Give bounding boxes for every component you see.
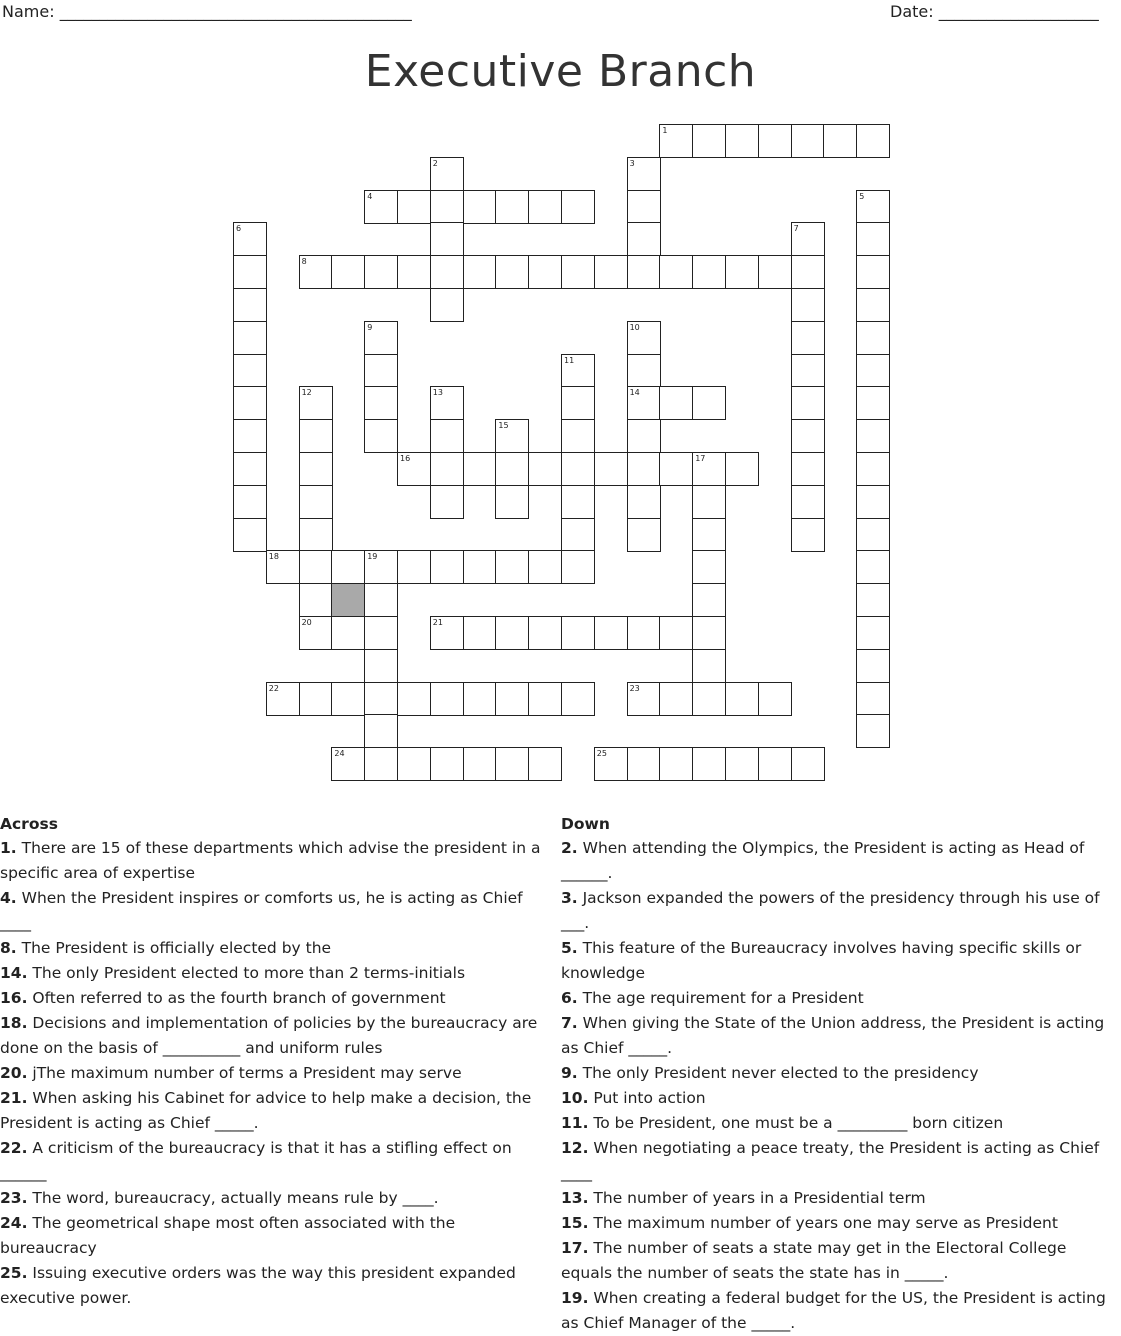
clue-text: Issuing executive orders was the way this president expanded executive power. (0, 1264, 516, 1307)
grid-cell[interactable] (233, 222, 267, 256)
grid-cell[interactable] (856, 550, 890, 584)
grid-cell[interactable] (430, 190, 464, 224)
clue-number: 11. (561, 1114, 589, 1132)
name-label: Name: (2, 2, 55, 21)
clue-text: This feature of the Bureaucracy involves having specific skills or knowledge (561, 939, 1082, 982)
down-heading: Down (561, 815, 610, 833)
grid-cell[interactable] (856, 616, 890, 650)
across-clue (0, 961, 548, 986)
cell-number: 15 (498, 421, 509, 431)
clue-number: 6. (561, 989, 578, 1007)
grid-cell[interactable] (692, 452, 726, 486)
clue-text: When asking his Cabinet for advice to help make a decision, the President is acting as Chief _____. (0, 1089, 532, 1132)
cell-number: 23 (629, 683, 640, 693)
grid-cell[interactable] (299, 550, 333, 584)
cell-number: 18 (268, 552, 279, 562)
grid-cell[interactable] (463, 616, 497, 650)
grid-cell[interactable] (430, 288, 464, 322)
across-clue (0, 986, 548, 1011)
grid-cell[interactable] (463, 255, 497, 289)
clue-text: When attending the Olympics, the President is acting as Head of ______. (561, 839, 1085, 882)
clue-text: Decisions and implementation of policies by the bureaucracy are done on the basis of __________ and uniform rules (0, 1014, 538, 1057)
grid-cell[interactable] (692, 255, 726, 289)
grid-cell[interactable] (463, 747, 497, 781)
grid-cell[interactable] (495, 550, 529, 584)
clue-number: 20. (0, 1064, 28, 1082)
grid-cell[interactable] (430, 419, 464, 453)
grid-cell[interactable] (266, 682, 300, 716)
clue-text: The word, bureaucracy, actually means rule by ____. (27, 1189, 439, 1207)
across-clue-list (0, 836, 548, 1311)
grid-cell[interactable] (791, 222, 825, 256)
clue-number: 24. (0, 1214, 28, 1232)
cell-number: 6 (236, 224, 242, 234)
grid-cell[interactable] (594, 616, 628, 650)
clue-text: To be President, one must be a _________ born citizen (588, 1114, 1004, 1132)
down-clues (561, 812, 1121, 1336)
cell-number: 20 (301, 618, 312, 627)
grid-cell[interactable] (364, 649, 398, 683)
grid-cell[interactable] (758, 255, 792, 289)
grid-cell[interactable] (331, 550, 365, 584)
grid-cell[interactable] (364, 616, 398, 650)
cell-number: 19 (367, 552, 378, 562)
grid-cell[interactable] (725, 682, 759, 716)
grid-cell[interactable] (495, 190, 529, 224)
down-clue (561, 836, 1121, 886)
grid-cell[interactable] (495, 419, 529, 453)
grid-cell[interactable] (627, 157, 661, 191)
grid-cell[interactable] (528, 616, 562, 650)
clue-text: When giving the State of the Union address, the President is acting as Chief _____. (561, 1014, 1105, 1057)
grid-cell[interactable] (856, 222, 890, 256)
grid-cell[interactable] (561, 550, 595, 584)
grid-cell[interactable] (430, 157, 464, 191)
grid-cell[interactable] (627, 518, 661, 552)
grid-cell[interactable] (495, 485, 529, 519)
grid-cell[interactable] (659, 124, 693, 158)
grid-cell[interactable] (791, 452, 825, 486)
clue-number: 22. (0, 1139, 28, 1157)
cell-number: 5 (859, 191, 865, 201)
grid-cell[interactable] (856, 452, 890, 486)
cell-number: 13 (432, 388, 443, 398)
grid-cell[interactable] (528, 255, 562, 289)
across-clue (0, 1061, 548, 1086)
down-clue (561, 1011, 1121, 1061)
across-clue (0, 1086, 548, 1136)
clue-text: There are 15 of these departments which advise the president in a specific area of expertise (0, 839, 541, 882)
grid-cell[interactable] (299, 452, 333, 486)
clue-text: The only President elected to more than 2 terms-initials (27, 964, 466, 982)
grid-cell[interactable] (725, 452, 759, 486)
grid-cell[interactable] (856, 386, 890, 420)
grid-cell[interactable] (594, 747, 628, 781)
grid-cell[interactable] (856, 124, 890, 158)
grid-cell[interactable] (659, 452, 693, 486)
grid-cell[interactable] (856, 354, 890, 388)
grid-cell[interactable] (364, 190, 398, 224)
across-clue (0, 1011, 548, 1061)
grid-cell[interactable] (331, 616, 365, 650)
grid-cell[interactable] (561, 616, 595, 650)
grid-cell[interactable] (299, 682, 333, 716)
grid-cell[interactable] (299, 583, 333, 617)
cell-number: 25 (596, 749, 607, 759)
grid-cell[interactable] (692, 747, 726, 781)
down-clue-list (561, 836, 1121, 1336)
clue-text: The number of seats a state may get in the Electoral College equals the number of seats the state has in _____. (561, 1239, 1067, 1282)
cell-number: 12 (301, 388, 312, 398)
grid-cell[interactable] (430, 255, 464, 289)
grid-cell[interactable] (627, 190, 661, 224)
grid-cell[interactable] (627, 255, 661, 289)
clue-text: A criticism of the bureaucracy is that it has a stifling effect on ______ (0, 1139, 512, 1182)
clue-text: The geometrical shape most often associated with the bureaucracy (0, 1214, 456, 1257)
clue-text: Jackson expanded the powers of the presidency through his use of ___. (561, 889, 1100, 932)
grid-cell[interactable] (627, 747, 661, 781)
across-clues (0, 812, 548, 1311)
grid-cell[interactable] (397, 550, 431, 584)
clue-number: 8. (0, 939, 17, 957)
grid-cell[interactable] (725, 747, 759, 781)
clue-text: The age requirement for a President (577, 989, 864, 1007)
grid-cell[interactable] (463, 190, 497, 224)
clue-number: 9. (561, 1064, 578, 1082)
grid-cell[interactable] (758, 747, 792, 781)
clue-number: 15. (561, 1214, 589, 1232)
clue-number: 4. (0, 889, 17, 907)
grid-cell[interactable] (758, 124, 792, 158)
grid-cell[interactable] (299, 386, 333, 420)
clue-number: 10. (561, 1089, 589, 1107)
grid-cell[interactable] (430, 452, 464, 486)
grid-cell[interactable] (659, 616, 693, 650)
grid-cell[interactable] (397, 747, 431, 781)
grid-cell[interactable] (659, 255, 693, 289)
grid-cell[interactable] (233, 386, 267, 420)
grid-cell[interactable] (397, 190, 431, 224)
cell-number: 3 (629, 158, 635, 168)
grid-cell[interactable] (397, 682, 431, 716)
down-clue (561, 1236, 1121, 1286)
grid-cell[interactable] (463, 452, 497, 486)
grid-cell[interactable] (233, 485, 267, 519)
across-clue (0, 1186, 548, 1211)
clue-text: The number of years in a Presidential term (588, 1189, 926, 1207)
grid-cell[interactable] (791, 518, 825, 552)
grid-cell[interactable] (856, 321, 890, 355)
grid-cell[interactable] (233, 255, 267, 289)
grid-cell[interactable] (364, 321, 398, 355)
grid-cell[interactable] (791, 485, 825, 519)
grid-cell[interactable] (627, 386, 661, 420)
grid-cell[interactable] (364, 386, 398, 420)
clue-number: 18. (0, 1014, 28, 1032)
clue-number: 3. (561, 889, 578, 907)
grid-cell[interactable] (856, 255, 890, 289)
grid-cell[interactable] (627, 452, 661, 486)
grid-cell[interactable] (692, 124, 726, 158)
grid-cell[interactable] (495, 255, 529, 289)
grid-cell[interactable] (528, 682, 562, 716)
clue-text: When the President inspires or comforts us, he is acting as Chief ____ (0, 889, 523, 932)
grid-cell[interactable] (725, 255, 759, 289)
cell-number: 2 (432, 158, 438, 168)
grid-cell[interactable] (233, 518, 267, 552)
clue-number: 1. (0, 839, 17, 857)
grid-cell[interactable] (528, 190, 562, 224)
grid-cell[interactable] (692, 682, 726, 716)
grid-cell[interactable] (364, 354, 398, 388)
grid-cell[interactable] (364, 583, 398, 617)
clue-text: When negotiating a peace treaty, the President is acting as Chief ____ (561, 1139, 1100, 1182)
grid-cell[interactable] (856, 682, 890, 716)
cell-number: 14 (629, 388, 640, 398)
grid-cell[interactable] (627, 485, 661, 519)
grid-cell[interactable] (856, 649, 890, 683)
grid-cell[interactable] (627, 354, 661, 388)
down-clue (561, 1136, 1121, 1186)
across-clue (0, 1211, 548, 1261)
grid-cell[interactable] (299, 419, 333, 453)
clue-number: 7. (561, 1014, 578, 1032)
grid-cell[interactable] (561, 485, 595, 519)
clue-number: 17. (561, 1239, 589, 1257)
grid-cell[interactable] (233, 452, 267, 486)
grid-cell[interactable] (331, 682, 365, 716)
grid-cell[interactable] (430, 616, 464, 650)
grid-cell[interactable] (823, 124, 857, 158)
grid-cell[interactable] (331, 255, 365, 289)
grid-cell[interactable] (627, 222, 661, 256)
grid-cell[interactable] (299, 616, 333, 650)
grid-cell[interactable] (495, 452, 529, 486)
page-title: Executive Branch (364, 46, 757, 97)
grid-cell[interactable] (430, 550, 464, 584)
grid-cell[interactable] (463, 550, 497, 584)
cell-number: 10 (629, 322, 640, 332)
grid-cell[interactable] (594, 255, 628, 289)
grid-cell[interactable] (430, 747, 464, 781)
across-clue (0, 1261, 548, 1311)
clue-number: 5. (561, 939, 578, 957)
clue-number: 25. (0, 1264, 28, 1282)
clue-text: When creating a federal budget for the US, the President is acting as Chief Manager of the _____. (561, 1289, 1106, 1332)
grid-cell[interactable] (364, 714, 398, 748)
grid-cell[interactable] (364, 419, 398, 453)
grid-cell[interactable] (463, 682, 497, 716)
down-clue (561, 1286, 1121, 1336)
cell-number: 22 (268, 683, 279, 693)
grid-cell[interactable] (791, 354, 825, 388)
down-clue (561, 986, 1121, 1011)
grid-cell[interactable] (233, 419, 267, 453)
grid-cell[interactable] (561, 682, 595, 716)
grid-cell[interactable] (528, 550, 562, 584)
grid-cell[interactable] (659, 386, 693, 420)
name-blank-line: ____________________________________________ (59, 2, 412, 21)
cell-number: 4 (367, 191, 373, 201)
grid-cell[interactable] (331, 747, 365, 781)
grid-cell[interactable] (627, 616, 661, 650)
clue-text: Often referred to as the fourth branch of government (27, 989, 446, 1007)
grid-cell[interactable] (528, 452, 562, 486)
grid-cell[interactable] (856, 518, 890, 552)
clue-number: 14. (0, 964, 28, 982)
grid-cell[interactable] (725, 124, 759, 158)
clue-number: 12. (561, 1139, 589, 1157)
grid-cell[interactable] (856, 583, 890, 617)
clue-text: The maximum number of years one may serve as President (588, 1214, 1058, 1232)
grid-cell[interactable] (233, 321, 267, 355)
grid-cell[interactable] (561, 190, 595, 224)
down-clue (561, 1186, 1121, 1211)
down-clue (561, 1111, 1121, 1136)
across-heading: Across (0, 815, 58, 833)
grid-cell[interactable] (791, 255, 825, 289)
grid-cell[interactable] (561, 354, 595, 388)
grid-cell[interactable] (758, 682, 792, 716)
grid-cell[interactable] (692, 583, 726, 617)
across-clue (0, 936, 548, 961)
cell-number: 7 (793, 224, 799, 234)
grid-cell[interactable] (299, 518, 333, 552)
grid-cell[interactable] (791, 288, 825, 322)
grid-cell[interactable] (495, 747, 529, 781)
grid-cell[interactable] (659, 747, 693, 781)
clue-number: 16. (0, 989, 28, 1007)
grid-cell[interactable] (692, 485, 726, 519)
cell-number: 17 (695, 454, 706, 463)
cell-number: 8 (301, 257, 307, 267)
clue-text: jThe maximum number of terms a President may serve (27, 1064, 462, 1082)
clue-number: 19. (561, 1289, 589, 1307)
down-clue (561, 1086, 1121, 1111)
grid-cell[interactable] (561, 386, 595, 420)
grid-cell[interactable] (299, 255, 333, 289)
cell-number: 16 (400, 454, 411, 463)
cell-number: 11 (564, 355, 575, 365)
grid-cell[interactable] (495, 616, 529, 650)
date-field[interactable] (890, 2, 1099, 21)
grid-cell[interactable] (627, 682, 661, 716)
grid-cell[interactable] (594, 452, 628, 486)
grid-cell[interactable] (430, 386, 464, 420)
grid-cell[interactable] (692, 649, 726, 683)
down-clue (561, 1061, 1121, 1086)
grid-cell[interactable] (495, 682, 529, 716)
grid-cell[interactable] (692, 616, 726, 650)
blank-cell (331, 583, 365, 617)
grid-cell[interactable] (430, 485, 464, 519)
grid-cell[interactable] (791, 747, 825, 781)
cell-number: 24 (334, 749, 345, 759)
grid-cell[interactable] (233, 288, 267, 322)
grid-cell[interactable] (627, 419, 661, 453)
grid-cell[interactable] (364, 255, 398, 289)
grid-cell[interactable] (627, 321, 661, 355)
date-blank-line: ____________________ (938, 2, 1099, 21)
clue-text: Put into action (588, 1089, 706, 1107)
grid-cell[interactable] (856, 714, 890, 748)
grid-cell[interactable] (561, 419, 595, 453)
grid-cell[interactable] (692, 518, 726, 552)
grid-cell[interactable] (791, 321, 825, 355)
grid-cell[interactable] (233, 354, 267, 388)
grid-cell[interactable] (561, 255, 595, 289)
cell-number: 21 (432, 618, 443, 627)
grid-cell[interactable] (397, 255, 431, 289)
date-label: Date: (890, 2, 934, 21)
grid-cell[interactable] (561, 518, 595, 552)
grid-cell[interactable] (364, 550, 398, 584)
grid-cell[interactable] (364, 682, 398, 716)
grid-cell[interactable] (856, 485, 890, 519)
grid-cell[interactable] (430, 682, 464, 716)
grid-cell[interactable] (856, 190, 890, 224)
cell-number: 1 (662, 126, 668, 135)
grid-cell[interactable] (266, 550, 300, 584)
clue-number: 21. (0, 1089, 28, 1107)
grid-cell[interactable] (692, 550, 726, 584)
grid-cell[interactable] (791, 124, 825, 158)
grid-cell[interactable] (299, 485, 333, 519)
grid-cell[interactable] (856, 419, 890, 453)
clue-text: The President is officially elected by the (16, 939, 332, 957)
grid-cell[interactable] (397, 452, 431, 486)
clue-number: 23. (0, 1189, 28, 1207)
down-clue (561, 886, 1121, 936)
down-clue (561, 1211, 1121, 1236)
grid-cell[interactable] (856, 288, 890, 322)
grid-cell[interactable] (659, 682, 693, 716)
grid-cell[interactable] (430, 222, 464, 256)
grid-cell[interactable] (561, 452, 595, 486)
grid-cell[interactable] (791, 419, 825, 453)
grid-cell[interactable] (364, 747, 398, 781)
across-clue (0, 836, 548, 886)
name-field[interactable] (2, 2, 412, 21)
clue-text: The only President never elected to the presidency (577, 1064, 979, 1082)
across-clue (0, 886, 548, 936)
clue-number: 13. (561, 1189, 589, 1207)
clue-number: 2. (561, 839, 578, 857)
grid-cell[interactable] (528, 747, 562, 781)
down-clue (561, 936, 1121, 986)
grid-cell[interactable] (791, 386, 825, 420)
across-clue (0, 1136, 548, 1186)
cell-number: 9 (367, 322, 373, 332)
grid-cell[interactable] (692, 386, 726, 420)
